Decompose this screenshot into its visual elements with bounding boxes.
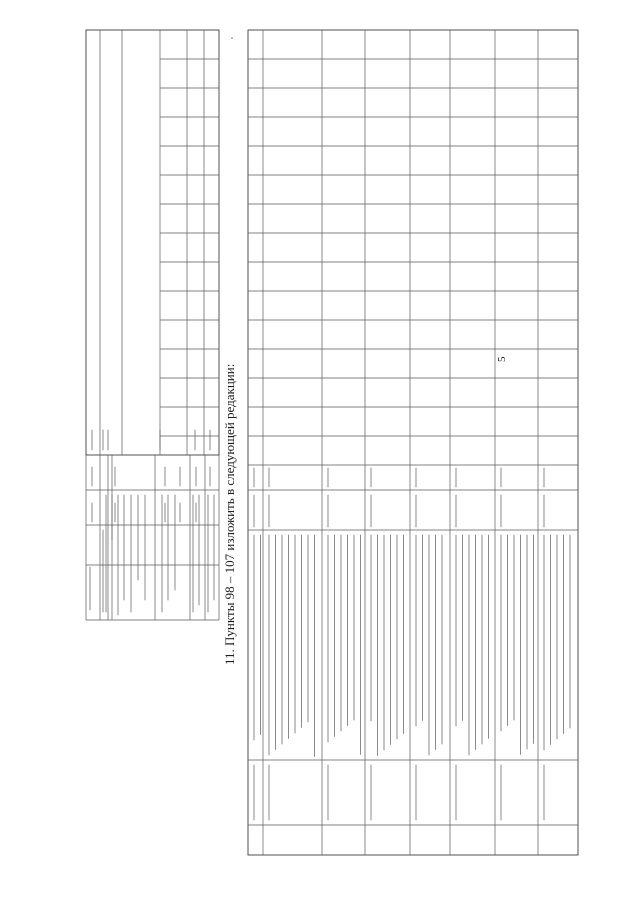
section-heading: 11. Пункты 98 – 107 изложить в следующей редакции: bbox=[222, 363, 237, 665]
upper-table-border bbox=[86, 30, 219, 455]
scan-speck bbox=[231, 37, 233, 39]
page-number: 5 bbox=[496, 356, 508, 362]
lower-table-text-lines bbox=[254, 468, 570, 820]
lower-table-border bbox=[248, 30, 578, 855]
upper-table bbox=[86, 30, 219, 620]
lower-table bbox=[248, 30, 578, 855]
lower-table-grid bbox=[248, 30, 578, 855]
upper-table-text-lines bbox=[90, 430, 214, 615]
